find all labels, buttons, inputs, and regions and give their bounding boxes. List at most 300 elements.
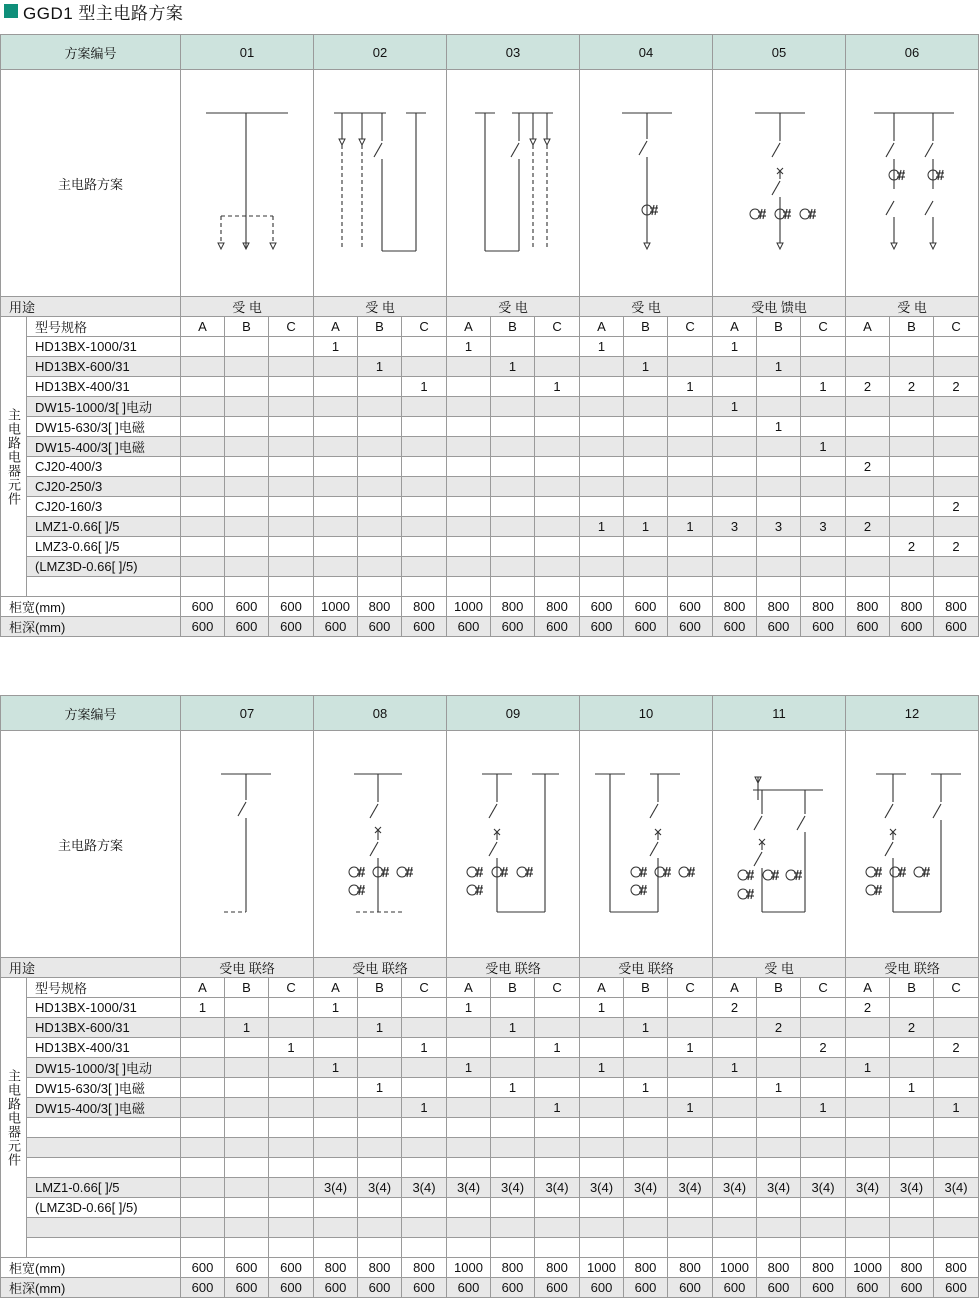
component-qty: 1 xyxy=(801,1098,846,1118)
component-qty xyxy=(890,337,934,357)
component-qty xyxy=(181,337,225,357)
component-qty xyxy=(269,517,314,537)
component-name: HD13BX-1000/31 xyxy=(27,998,181,1018)
component-qty xyxy=(491,1158,535,1178)
column-label: B xyxy=(491,978,535,998)
component-qty xyxy=(668,1058,713,1078)
column-label: C xyxy=(269,317,314,337)
component-qty xyxy=(314,1158,358,1178)
component-qty xyxy=(846,1138,890,1158)
component-qty xyxy=(225,1238,269,1258)
component-qty xyxy=(846,557,890,577)
component-qty: 3(4) xyxy=(801,1178,846,1198)
component-qty xyxy=(757,457,801,477)
component-qty xyxy=(314,1138,358,1158)
component-qty xyxy=(314,377,358,397)
column-label: A xyxy=(181,978,225,998)
component-qty: 3 xyxy=(757,517,801,537)
cabinet-width: 800 xyxy=(934,1258,979,1278)
component-qty xyxy=(668,1218,713,1238)
component-qty xyxy=(801,1238,846,1258)
component-qty xyxy=(580,1218,624,1238)
component-qty xyxy=(491,998,535,1018)
component-qty xyxy=(757,1098,801,1118)
cabinet-depth: 600 xyxy=(225,1278,269,1298)
component-qty xyxy=(269,397,314,417)
component-qty xyxy=(181,1098,225,1118)
cabinet-depth: 600 xyxy=(358,1278,402,1298)
component-qty: 3(4) xyxy=(358,1178,402,1198)
usage-value: 受 电 xyxy=(314,297,447,317)
component-qty xyxy=(668,497,713,517)
column-label: B xyxy=(890,978,934,998)
component-qty xyxy=(890,1198,934,1218)
circuit-diagram-svg xyxy=(447,732,579,956)
component-name xyxy=(27,1138,181,1158)
component-qty xyxy=(757,1238,801,1258)
component-qty: 1 xyxy=(491,357,535,377)
cabinet-width: 800 xyxy=(757,1258,801,1278)
component-qty xyxy=(269,577,314,597)
component-qty xyxy=(713,537,757,557)
component-qty xyxy=(757,437,801,457)
component-qty xyxy=(580,377,624,397)
component-qty xyxy=(580,477,624,497)
usage-value: 受 电 xyxy=(713,958,846,978)
component-qty xyxy=(491,1038,535,1058)
component-qty xyxy=(801,1018,846,1038)
spec-label: 型号规格 xyxy=(27,978,181,998)
usage-value: 受 电 xyxy=(181,297,314,317)
component-qty xyxy=(491,457,535,477)
scheme-number: 05 xyxy=(713,35,846,70)
circuit-diagram-svg xyxy=(447,71,579,295)
component-qty xyxy=(668,357,713,377)
column-label: C xyxy=(535,978,580,998)
component-qty xyxy=(713,1018,757,1038)
cabinet-width-label: 柜宽(mm) xyxy=(1,597,181,617)
circuit-diagram xyxy=(846,731,979,958)
component-qty xyxy=(580,1118,624,1138)
component-qty: 1 xyxy=(269,1038,314,1058)
component-qty xyxy=(535,1238,580,1258)
component-qty xyxy=(225,998,269,1018)
component-qty xyxy=(358,998,402,1018)
component-qty xyxy=(713,557,757,577)
component-qty xyxy=(713,1038,757,1058)
component-qty: 3(4) xyxy=(580,1178,624,1198)
cabinet-depth: 600 xyxy=(713,1278,757,1298)
component-name: DW15-1000/3[ ]电动 xyxy=(27,1058,181,1078)
component-qty xyxy=(269,477,314,497)
component-qty xyxy=(535,557,580,577)
cabinet-width: 600 xyxy=(269,1258,314,1278)
component-name xyxy=(27,1218,181,1238)
component-qty xyxy=(890,517,934,537)
component-qty xyxy=(181,1198,225,1218)
column-label: A xyxy=(447,317,491,337)
cabinet-depth: 600 xyxy=(890,1278,934,1298)
component-qty xyxy=(890,1118,934,1138)
component-name: DW15-630/3[ ]电磁 xyxy=(27,417,181,437)
component-qty xyxy=(801,397,846,417)
scheme-number: 08 xyxy=(314,696,447,731)
column-label: C xyxy=(402,317,447,337)
circuit-diagram xyxy=(181,731,314,958)
component-qty: 3(4) xyxy=(402,1178,447,1198)
component-qty xyxy=(846,337,890,357)
component-qty: 1 xyxy=(580,1058,624,1078)
component-qty xyxy=(580,1158,624,1178)
component-qty xyxy=(269,497,314,517)
component-qty xyxy=(269,998,314,1018)
component-qty xyxy=(269,377,314,397)
component-qty xyxy=(402,1238,447,1258)
scheme-number: 07 xyxy=(181,696,314,731)
component-qty xyxy=(757,397,801,417)
page-title-block xyxy=(4,0,183,22)
component-qty xyxy=(890,1218,934,1238)
cabinet-width: 1000 xyxy=(447,597,491,617)
scheme-number-label: 方案编号 xyxy=(1,696,181,731)
component-name: HD13BX-600/31 xyxy=(27,357,181,377)
column-label: C xyxy=(535,317,580,337)
component-qty xyxy=(314,397,358,417)
column-label: A xyxy=(580,978,624,998)
component-qty xyxy=(757,1058,801,1078)
component-name: (LMZ3D-0.66[ ]/5) xyxy=(27,557,181,577)
component-qty xyxy=(447,1018,491,1038)
circuit-diagram xyxy=(846,70,979,297)
component-qty xyxy=(668,1118,713,1138)
cabinet-width: 800 xyxy=(491,1258,535,1278)
scheme-table-1 xyxy=(0,34,979,637)
component-qty xyxy=(358,377,402,397)
component-qty xyxy=(402,497,447,517)
column-label: A xyxy=(447,978,491,998)
component-qty xyxy=(580,397,624,417)
component-qty xyxy=(890,1138,934,1158)
component-qty xyxy=(402,1058,447,1078)
component-qty: 3(4) xyxy=(535,1178,580,1198)
component-qty xyxy=(757,557,801,577)
component-qty xyxy=(668,537,713,557)
component-qty xyxy=(624,1118,668,1138)
usage-label: 用途 xyxy=(1,958,181,978)
component-qty xyxy=(402,1198,447,1218)
cabinet-width: 800 xyxy=(713,597,757,617)
component-qty xyxy=(890,1038,934,1058)
component-qty xyxy=(624,497,668,517)
component-qty xyxy=(535,337,580,357)
component-qty xyxy=(358,577,402,597)
component-qty xyxy=(713,377,757,397)
circuit-diagram xyxy=(314,70,447,297)
component-qty xyxy=(580,1038,624,1058)
component-qty xyxy=(447,1038,491,1058)
column-label: A xyxy=(314,317,358,337)
component-qty: 1 xyxy=(846,1058,890,1078)
cabinet-width: 800 xyxy=(535,597,580,617)
component-qty xyxy=(713,577,757,597)
column-label: C xyxy=(801,317,846,337)
component-qty xyxy=(491,477,535,497)
cabinet-depth: 600 xyxy=(314,1278,358,1298)
component-qty xyxy=(934,1238,979,1258)
component-name: HD13BX-600/31 xyxy=(27,1018,181,1038)
component-qty xyxy=(225,1038,269,1058)
cabinet-depth: 600 xyxy=(269,617,314,637)
cabinet-depth: 600 xyxy=(801,1278,846,1298)
component-qty xyxy=(535,417,580,437)
component-qty xyxy=(801,497,846,517)
component-qty xyxy=(181,1058,225,1078)
usage-value: 受 电 xyxy=(580,297,713,317)
component-qty xyxy=(181,1018,225,1038)
component-qty xyxy=(269,1058,314,1078)
component-qty xyxy=(890,417,934,437)
component-name: HD13BX-1000/31 xyxy=(27,337,181,357)
title-square-icon xyxy=(4,4,18,18)
component-qty xyxy=(846,1078,890,1098)
component-qty: 1 xyxy=(314,1058,358,1078)
component-qty xyxy=(225,517,269,537)
component-qty xyxy=(314,357,358,377)
component-qty: 1 xyxy=(491,1078,535,1098)
component-qty xyxy=(890,1098,934,1118)
circuit-diagram-svg xyxy=(580,732,712,956)
cabinet-depth: 600 xyxy=(846,617,890,637)
component-qty xyxy=(181,457,225,477)
component-qty xyxy=(447,1078,491,1098)
component-qty xyxy=(846,1038,890,1058)
component-qty: 1 xyxy=(314,337,358,357)
component-qty xyxy=(225,1138,269,1158)
component-qty: 1 xyxy=(668,517,713,537)
component-qty xyxy=(491,1058,535,1078)
component-qty xyxy=(757,377,801,397)
component-qty: 2 xyxy=(890,377,934,397)
component-qty xyxy=(358,1158,402,1178)
component-qty xyxy=(491,417,535,437)
column-label: C xyxy=(402,978,447,998)
component-qty xyxy=(580,457,624,477)
cabinet-depth: 600 xyxy=(535,617,580,637)
component-qty xyxy=(447,497,491,517)
scheme-number: 10 xyxy=(580,696,713,731)
circuit-diagram xyxy=(713,70,846,297)
component-qty xyxy=(713,1118,757,1138)
circuit-diagram-svg xyxy=(713,732,845,956)
component-qty: 3(4) xyxy=(713,1178,757,1198)
component-qty xyxy=(181,497,225,517)
component-qty: 1 xyxy=(535,1098,580,1118)
scheme-number: 01 xyxy=(181,35,314,70)
component-qty: 3(4) xyxy=(314,1178,358,1198)
component-qty: 2 xyxy=(801,1038,846,1058)
component-qty: 1 xyxy=(668,377,713,397)
cabinet-width-label: 柜宽(mm) xyxy=(1,1258,181,1278)
component-qty xyxy=(447,537,491,557)
component-qty xyxy=(934,337,979,357)
component-qty xyxy=(358,477,402,497)
column-label: C xyxy=(934,317,979,337)
cabinet-depth: 600 xyxy=(181,617,225,637)
component-qty xyxy=(580,497,624,517)
component-qty xyxy=(624,1238,668,1258)
component-qty xyxy=(402,577,447,597)
component-qty xyxy=(535,1138,580,1158)
component-qty xyxy=(535,517,580,537)
column-label: C xyxy=(801,978,846,998)
component-qty: 1 xyxy=(624,357,668,377)
component-qty xyxy=(269,1178,314,1198)
column-label: A xyxy=(846,317,890,337)
component-qty xyxy=(181,1218,225,1238)
cabinet-width: 800 xyxy=(314,1258,358,1278)
component-name: CJ20-250/3 xyxy=(27,477,181,497)
component-qty xyxy=(668,1158,713,1178)
component-qty: 1 xyxy=(358,1078,402,1098)
component-qty xyxy=(225,497,269,517)
column-label: B xyxy=(890,317,934,337)
component-qty xyxy=(181,417,225,437)
component-qty xyxy=(668,998,713,1018)
component-qty xyxy=(624,477,668,497)
component-qty xyxy=(846,1158,890,1178)
component-qty xyxy=(225,477,269,497)
component-qty xyxy=(447,437,491,457)
component-qty xyxy=(358,457,402,477)
component-qty xyxy=(225,1058,269,1078)
component-qty xyxy=(801,337,846,357)
component-qty: 1 xyxy=(668,1038,713,1058)
component-qty xyxy=(447,357,491,377)
cabinet-depth: 600 xyxy=(624,617,668,637)
component-qty xyxy=(890,437,934,457)
cabinet-depth: 600 xyxy=(402,1278,447,1298)
component-qty xyxy=(358,1058,402,1078)
component-qty xyxy=(491,397,535,417)
component-qty xyxy=(447,1098,491,1118)
component-qty xyxy=(713,1218,757,1238)
component-qty: 1 xyxy=(580,517,624,537)
component-qty xyxy=(934,1138,979,1158)
cabinet-depth: 600 xyxy=(491,1278,535,1298)
component-qty xyxy=(668,1138,713,1158)
component-qty xyxy=(580,557,624,577)
cabinet-width: 800 xyxy=(624,1258,668,1278)
main-circuit-label: 主电路方案 xyxy=(1,731,181,958)
component-qty xyxy=(225,357,269,377)
component-qty xyxy=(846,577,890,597)
component-qty: 1 xyxy=(624,517,668,537)
component-name: DW15-1000/3[ ]电动 xyxy=(27,397,181,417)
component-qty xyxy=(580,537,624,557)
component-qty xyxy=(358,1238,402,1258)
component-qty xyxy=(757,577,801,597)
component-qty xyxy=(668,1238,713,1258)
component-qty xyxy=(801,557,846,577)
cabinet-depth: 600 xyxy=(890,617,934,637)
column-label: A xyxy=(314,978,358,998)
component-qty xyxy=(358,337,402,357)
component-qty xyxy=(624,417,668,437)
component-qty xyxy=(624,437,668,457)
component-qty xyxy=(580,1098,624,1118)
component-qty xyxy=(757,998,801,1018)
cabinet-width: 800 xyxy=(668,1258,713,1278)
component-qty xyxy=(491,1198,535,1218)
component-qty xyxy=(491,537,535,557)
component-qty xyxy=(668,1018,713,1038)
component-qty: 1 xyxy=(358,357,402,377)
component-qty xyxy=(624,577,668,597)
component-qty xyxy=(757,1118,801,1138)
cabinet-depth: 600 xyxy=(491,617,535,637)
component-qty xyxy=(668,557,713,577)
component-qty: 1 xyxy=(934,1098,979,1118)
usage-value: 受电 联络 xyxy=(181,958,314,978)
cabinet-width: 800 xyxy=(846,597,890,617)
component-qty xyxy=(402,437,447,457)
column-label: C xyxy=(668,317,713,337)
component-qty: 2 xyxy=(890,1018,934,1038)
component-qty xyxy=(447,1198,491,1218)
component-name: CJ20-160/3 xyxy=(27,497,181,517)
component-name xyxy=(27,577,181,597)
component-qty xyxy=(757,497,801,517)
component-qty: 2 xyxy=(713,998,757,1018)
component-qty xyxy=(314,1078,358,1098)
component-qty xyxy=(713,357,757,377)
usage-label: 用途 xyxy=(1,297,181,317)
component-qty xyxy=(269,1018,314,1038)
component-qty xyxy=(181,1238,225,1258)
component-qty xyxy=(181,557,225,577)
scheme-table-2 xyxy=(0,695,979,1298)
component-qty xyxy=(580,1238,624,1258)
component-qty xyxy=(447,1138,491,1158)
component-qty xyxy=(225,1198,269,1218)
component-qty xyxy=(269,1158,314,1178)
component-qty xyxy=(535,477,580,497)
component-qty: 1 xyxy=(447,1058,491,1078)
component-qty xyxy=(668,337,713,357)
component-qty xyxy=(269,1078,314,1098)
scheme-number: 03 xyxy=(447,35,580,70)
column-label: B xyxy=(358,317,402,337)
usage-value: 受 电 xyxy=(447,297,580,317)
component-qty xyxy=(402,557,447,577)
column-label: B xyxy=(757,317,801,337)
component-qty xyxy=(757,1198,801,1218)
component-qty: 1 xyxy=(801,377,846,397)
component-qty xyxy=(269,1118,314,1138)
component-qty xyxy=(934,577,979,597)
circuit-diagram-svg xyxy=(181,732,313,956)
cabinet-depth: 600 xyxy=(934,617,979,637)
component-qty xyxy=(402,1118,447,1138)
component-qty xyxy=(846,357,890,377)
component-qty xyxy=(358,1138,402,1158)
component-qty: 1 xyxy=(447,337,491,357)
column-label: B xyxy=(491,317,535,337)
component-qty xyxy=(580,437,624,457)
component-qty: 2 xyxy=(934,537,979,557)
component-qty xyxy=(269,417,314,437)
cabinet-width: 1000 xyxy=(713,1258,757,1278)
